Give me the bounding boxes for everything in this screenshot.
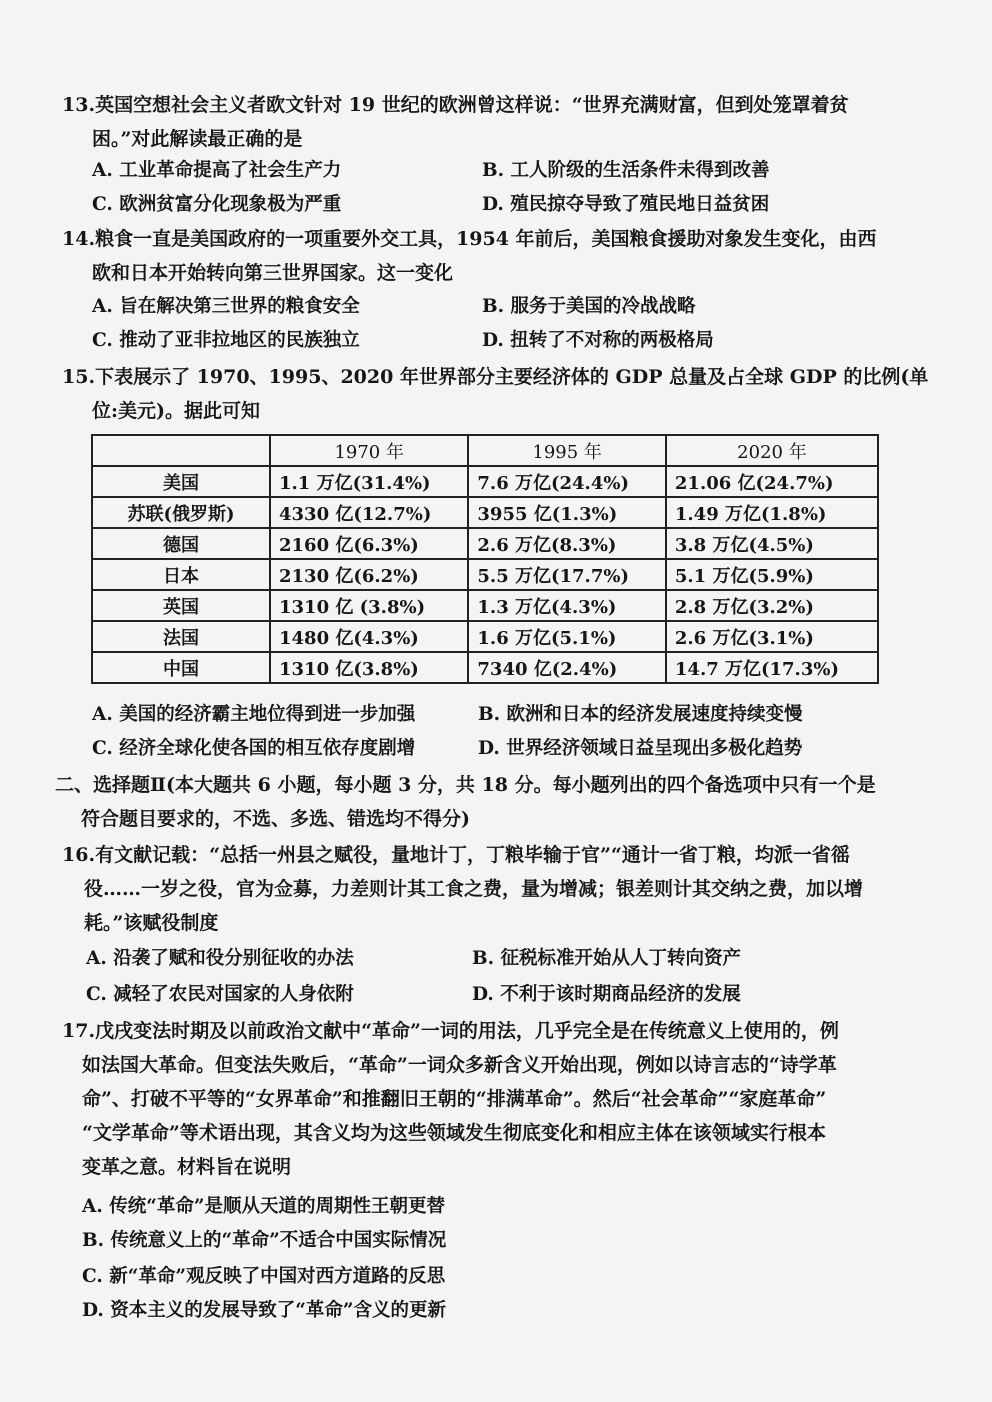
option-d[interactable]: D. 扭转了不对称的两极格局 (482, 330, 714, 351)
table-cell: 1.3 万亿(4.3%) (468, 590, 665, 621)
question-text: 英国空想社会主义者欧文针对 19 世纪的欧洲曾这样说：“世界充满财富，但到处笼罩着贫 (95, 94, 849, 116)
question-number: 14. (62, 228, 96, 250)
table-row (92, 497, 878, 528)
option-d[interactable]: D. 资本主义的发展导致了“革命”含义的更新 (82, 1300, 447, 1321)
country-cell: 苏联(俄罗斯) (92, 497, 270, 528)
option-b[interactable]: B. 传统意义上的“革命”不适合中国实际情况 (82, 1230, 447, 1251)
table-cell: 1480 亿(4.3%) (270, 621, 468, 652)
question-number: 15. (62, 366, 96, 388)
question-16 (62, 838, 892, 940)
question-text: 戊戌变法时期及以前政治文献中“革命”一词的用法，几乎完全是在传统意义上使用的，例 (95, 1020, 839, 1042)
question-text: 变革之意。材料旨在说明 (82, 1156, 292, 1178)
table-cell: 1310 亿(3.8%) (270, 652, 468, 683)
option-d[interactable]: D. 世界经济领域日益呈现出多极化趋势 (478, 738, 803, 759)
table-cell: 1310 亿 (3.8%) (270, 590, 468, 621)
option-d[interactable]: D. 不利于该时期商品经济的发展 (472, 984, 741, 1005)
question-14 (62, 222, 892, 290)
option-b[interactable]: B. 服务于美国的冷战战略 (482, 296, 696, 317)
table-cell: 1.1 万亿(31.4%) (270, 466, 468, 497)
table-header-cell: 2020 年 (666, 435, 878, 466)
table-cell: 3955 亿(1.3%) (468, 497, 665, 528)
country-cell: 英国 (92, 590, 270, 621)
section-heading (55, 768, 895, 836)
table-cell: 2160 亿(6.3%) (270, 528, 468, 559)
option-c[interactable]: C. 新“革命”观反映了中国对西方道路的反思 (82, 1266, 446, 1287)
table-row (92, 559, 878, 590)
country-cell: 美国 (92, 466, 270, 497)
question-13 (62, 88, 892, 156)
table-cell: 7.6 万亿(24.4%) (468, 466, 665, 497)
country-cell: 中国 (92, 652, 270, 683)
table-header-cell (92, 435, 270, 466)
question-text: 位:美元)。据此可知 (92, 400, 261, 422)
option-b[interactable]: B. 欧洲和日本的经济发展速度持续变慢 (478, 704, 803, 725)
option-a[interactable]: A. 沿袭了赋和役分别征收的办法 (86, 948, 354, 969)
table-cell: 21.06 亿(24.7%) (666, 466, 878, 497)
table-cell: 5.1 万亿(5.9%) (666, 559, 878, 590)
table-cell: 2.6 万亿(3.1%) (666, 621, 878, 652)
country-cell: 法国 (92, 621, 270, 652)
table-cell: 2130 亿(6.2%) (270, 559, 468, 590)
question-text: 有文献记载：“总括一州县之赋役，量地计丁，丁粮毕输于官”“通计一省丁粮，均派一省徭 (95, 844, 850, 866)
question-17 (62, 1014, 892, 1184)
table-cell: 14.7 万亿(17.3%) (666, 652, 878, 683)
question-text: 欧和日本开始转向第三世界国家。这一变化 (92, 262, 454, 284)
table-cell: 7340 亿(2.4%) (468, 652, 665, 683)
table-row (92, 621, 878, 652)
table-header-cell: 1970 年 (270, 435, 468, 466)
option-c[interactable]: C. 减轻了农民对国家的人身依附 (86, 984, 354, 1005)
question-text: 粮食一直是美国政府的一项重要外交工具，1954 年前后，美国粮食援助对象发生变化，由西 (95, 228, 877, 250)
table-cell: 5.5 万亿(17.7%) (468, 559, 665, 590)
question-text: “文学革命”等术语出现，其含义均为这些领域发生彻底变化和相应主体在该领域实行根本 (82, 1122, 826, 1144)
country-cell: 日本 (92, 559, 270, 590)
option-b[interactable]: B. 工人阶级的生活条件未得到改善 (482, 160, 770, 181)
option-c[interactable]: C. 经济全球化使各国的相互依存度剧增 (92, 738, 416, 759)
option-d[interactable]: D. 殖民掠夺导致了殖民地日益贫困 (482, 194, 770, 215)
question-number: 13. (62, 94, 96, 116)
question-text: 命”、打破不平等的“女界革命”和推翻旧王朝的“排满革命”。然后“社会革命”“家庭革命” (82, 1088, 827, 1110)
option-a[interactable]: A. 工业革命提高了社会生产力 (92, 160, 342, 181)
table-header-cell: 1995 年 (468, 435, 665, 466)
table-row (92, 590, 878, 621)
section-text: 符合题目要求的，不选、多选、错选均不得分) (81, 808, 470, 830)
table-header-row (92, 435, 878, 466)
section-text: 二、选择题Ⅱ(本大题共 6 小题，每小题 3 分，共 18 分。每小题列出的四个备选项中只有一个是 (55, 774, 876, 796)
option-a[interactable]: A. 美国的经济霸主地位得到进一步加强 (92, 704, 416, 725)
option-b[interactable]: B. 征税标准开始从人丁转向资产 (472, 948, 742, 969)
option-a[interactable]: A. 旨在解决第三世界的粮食安全 (92, 296, 360, 317)
table-row (92, 466, 878, 497)
table-cell: 2.8 万亿(3.2%) (666, 590, 878, 621)
table-cell: 4330 亿(12.7%) (270, 497, 468, 528)
question-text: 耗。”该赋役制度 (84, 912, 219, 934)
country-cell: 德国 (92, 528, 270, 559)
table-cell: 1.6 万亿(5.1%) (468, 621, 665, 652)
option-c[interactable]: C. 推动了亚非拉地区的民族独立 (92, 330, 360, 351)
question-text: 如法国大革命。但变法失败后，“革命”一词众多新含义开始出现，例如以诗言志的“诗学革 (82, 1054, 837, 1076)
question-text: 困。”对此解读最正确的是 (92, 128, 303, 150)
option-c[interactable]: C. 欧洲贫富分化现象极为严重 (92, 194, 342, 215)
table-cell: 3.8 万亿(4.5%) (666, 528, 878, 559)
table-row (92, 528, 878, 559)
question-text: 下表展示了 1970、1995、2020 年世界部分主要经济体的 GDP 总量及占全球 GDP 的比例(单 (95, 366, 929, 388)
question-text: 役……一岁之役，官为佥募，力差则计其工食之费，量为增减；银差则计其交纳之费，加以增 (84, 878, 864, 900)
table-cell: 1.49 万亿(1.8%) (666, 497, 878, 528)
option-a[interactable]: A. 传统“革命”是顺从天道的周期性王朝更替 (82, 1196, 446, 1217)
table-row (92, 652, 878, 683)
gdp-table (91, 434, 879, 684)
question-number: 16. (62, 844, 96, 866)
table-cell: 2.6 万亿(8.3%) (468, 528, 665, 559)
question-number: 17. (62, 1020, 96, 1042)
question-15 (62, 360, 929, 428)
